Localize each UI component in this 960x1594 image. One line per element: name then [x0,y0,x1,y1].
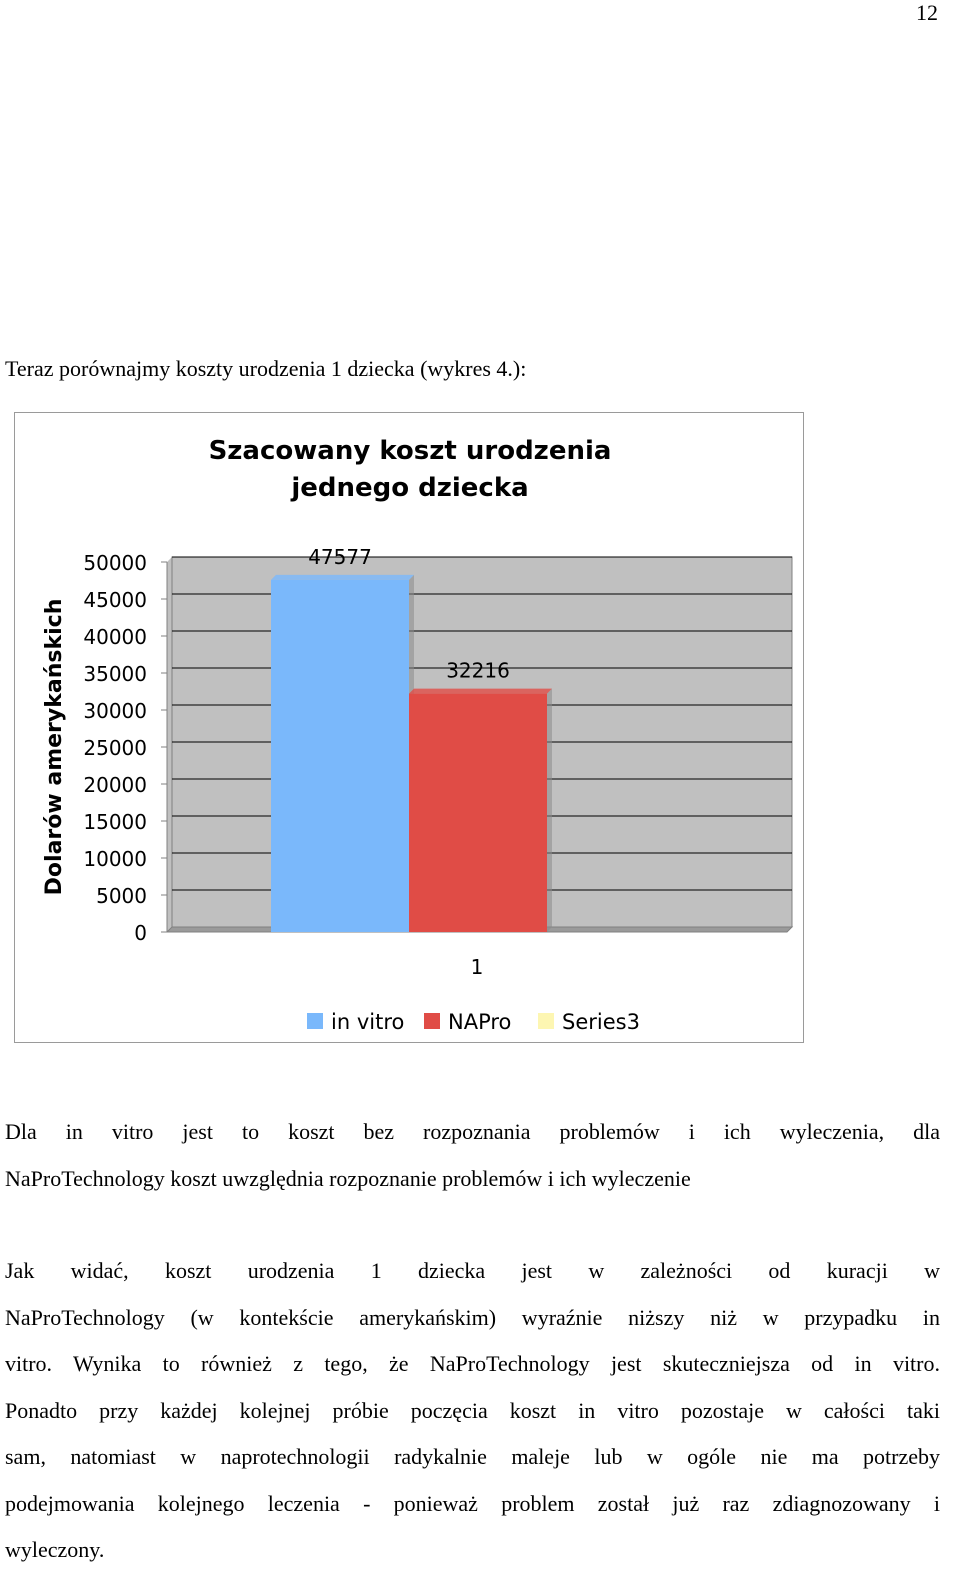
y-tick-label: 25000 [83,736,147,760]
chart-title-line: jednego dziecka [291,473,529,503]
paragraph-2-line: sam, natomiast w naprotechnologii radykalnie maleje lub w ogóle nie ma potrzeby [5,1444,940,1469]
paragraph-2-line: Jak widać, koszt urodzenia 1 dziecka jest w zależności od kuracji w [5,1258,940,1283]
legend-label: Series3 [562,1010,640,1034]
y-tick-label: 45000 [83,588,147,612]
bar-top [271,575,414,580]
paragraph-2 [5,1248,940,1574]
y-tick-label: 50000 [83,551,147,575]
paragraph-1-line: Dla in vitro jest to koszt bez rozpoznania problemów i ich wyleczenia, dla [5,1119,940,1144]
bar-0 [271,580,409,932]
legend-label: in vitro [331,1010,405,1034]
y-tick-label: 0 [134,921,147,945]
page-number: 12 [916,0,938,25]
y-axis-title: Dolarów amerykańskich [42,598,67,896]
paragraph-2-line: podejmowania kolejnego leczenia - ponieważ problem został już raz zdiagnozowany i [5,1490,940,1516]
paragraph-1-line: NaProTechnology koszt uwzględnia rozpoznanie problemów i ich wyleczenie [5,1165,691,1191]
bar-side [547,689,552,932]
x-category-label: 1 [470,955,484,979]
paragraph-2-line: NaProTechnology (w kontekście amerykańskim) wyraźnie niższy niż w przypadku in [5,1304,940,1330]
paragraph-2-line: vitro. Wynika to również z tego, że NaProTechnology jest skuteczniejsza od in vitro. [5,1351,940,1376]
y-tick-label: 20000 [83,773,147,797]
bar-top [409,689,552,694]
chart-title-line: Szacowany koszt urodzenia [208,436,612,466]
y-tick-label: 5000 [96,884,147,908]
y-tick-label: 40000 [83,625,147,649]
legend-label: NAPro [448,1010,512,1034]
intro-text: Teraz porównajmy koszty urodzenia 1 dziecka (wykres 4.): [5,356,527,381]
legend-swatch [424,1013,440,1029]
bar-1 [409,694,547,932]
data-label: 32216 [446,658,510,683]
y-tick-label: 10000 [83,847,147,871]
chart-container [14,412,804,1043]
y-tick-label: 35000 [83,662,147,686]
bar-chart [15,413,805,1044]
legend-swatch [538,1013,554,1029]
data-label: 47577 [308,544,372,569]
paragraph-2-line: wyleczony. [5,1537,105,1562]
y-tick-label: 15000 [83,810,147,834]
y-tick-label: 30000 [83,699,147,723]
paragraph-1 [5,1109,940,1202]
legend-swatch [307,1013,323,1029]
paragraph-2-line: Ponadto przy każdej kolejnej próbie poczęcia koszt in vitro pozostaje w całości taki [5,1397,940,1423]
